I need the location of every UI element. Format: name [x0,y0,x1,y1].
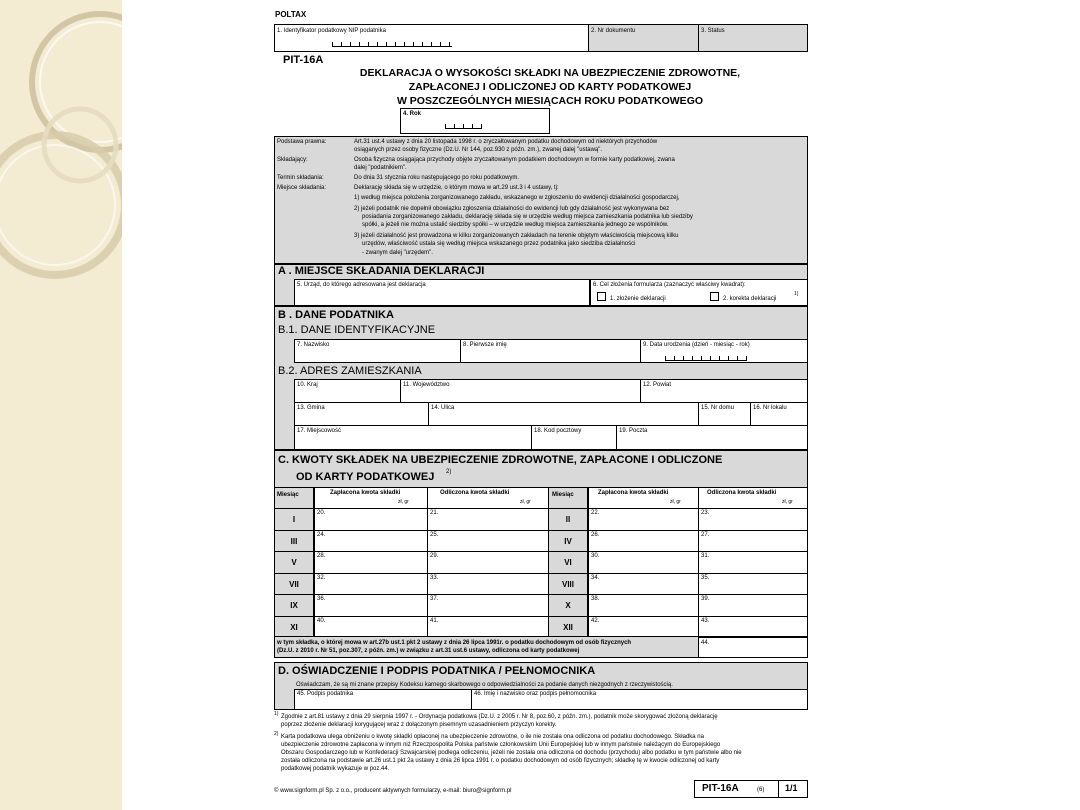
month-label-right: VI [564,558,572,567]
decorative-circles-graphic [0,0,122,810]
form-title-line-2: ZAPŁACONEJ I ODLICZONEJ OD KARTY PODATKOWEJ [408,81,692,93]
footnote-2-line-1: Karta podatkowa ulega obniżeniu o kwotę składki opłaconej na ubezpieczenie zdrowotne, o ile nie została ona odliczona od podatku dochodowego. Składka na [281,734,704,740]
paid-field-right[interactable]: 26. [591,531,600,538]
deducted-field-left[interactable]: 29. [430,553,439,559]
purpose-label: 6. Cel złożenia formularza (zaznaczyć właściwy kwadrat): [593,282,746,288]
submit-option-label: 1. złożenie deklaracji [610,296,666,302]
deducted-field-right[interactable]: 35. [701,574,710,581]
section-b1-title: B.1. DANE IDENTYFIKACYJNE [278,324,436,336]
paid-field-left[interactable]: 36. [317,596,326,602]
units-deducted-left: zł, gr [520,499,531,505]
signature-label: 45. Podpis podatnika [297,691,354,697]
birthdate-input[interactable] [665,356,747,361]
voivodeship-label: 11. Województwo [403,382,450,388]
basis-text-2: osiąganych przez osoby fizyczne (Dz.U. Nr 144, poz.930 z późn. zm.), zwanej dalej "ustawą". [354,147,603,153]
month-label-right: XII [563,622,573,632]
footnote-1-marker: 1) [274,711,279,717]
city-label: 17. Miejscowość [297,428,342,434]
decorative-side-panel [0,0,122,810]
street-label: 14. Ulica [431,405,455,411]
month-header-left: Miesiąc [277,492,299,498]
paid-field-left[interactable]: 28. [317,553,326,559]
paid-field-right[interactable]: 34. [591,574,600,581]
nip-label: 1. Identyfikator podatkowy NIP podatnika [277,28,386,34]
office-label: 5. Urząd, do którego adresowana jest deklaracja [297,282,426,288]
place-text-6: 3) jeżeli działalność jest prowadzona w kilku zorganizowanych zakładach na terenie objętym właściwością miejscową kilku [354,233,679,239]
year-box[interactable] [400,108,550,134]
footer-version: (6) [757,787,765,793]
units-paid-right: zł, gr [670,499,681,505]
system-label: POLTAX [275,10,307,19]
footnote-2-line-4: została odliczona na podstawie art.26 ust.1 pkt 2a ustawy z dnia 26 lipca 1991 r. o podatku dochodowym od osób fizycznych; składkę tę w kwocie odliczonej od karty [281,758,720,764]
statement-text: Oświadczam, że są mi znane przepisy Kodeksu karnego skarbowego o odpowiedzialności za podanie danych niezgodnych z rzeczywistością. [296,682,673,688]
place-text-5: spółki, a jeżeli nie można ustalić siedziby spółki – w urzędzie według miejsca zamieszkania jednego ze wspólników. [362,222,669,228]
section-b2-title: B.2. ADRES ZAMIESZKANIA [278,365,422,377]
section-b-title: B . DANE PODATNIKA [278,309,394,321]
tax-form-page [270,0,810,810]
month-label-right: IV [564,536,572,546]
place-text-1: Deklarację składa się w urzędzie, o którym mowa w art.29 ust.3 i 4 ustawy, tj: [354,185,559,191]
filer-label: Składający: [277,157,308,163]
place-text-3: 2) jeżeli podatnik nie dopełnił obowiązku zgłoszenia działalności do ewidencji lub gdy działalność jest wykonywana bez [354,206,670,212]
paid-field-right[interactable]: 22. [591,510,600,516]
correction-checkbox[interactable] [710,292,719,301]
form-title-line-1: DEKLARACJA O WYSOKOŚCI SKŁADKI NA UBEZPIECZENIE ZDROWOTNE, [359,67,741,79]
doc-number-label: 2. Nr dokumentu [591,28,636,34]
flat-number-label: 16. Nr lokalu [753,405,787,411]
basis-label: Podstawa prawna: [277,139,327,145]
deducted-field-right[interactable]: 27. [701,531,710,538]
deducted-field-right[interactable]: 31. [701,553,710,559]
total-text-2: (Dz.U. z 2010 r. Nr 51, poz.307, z późn. zm.) w związku z art.31 ust.6 ustawy, odliczona od karty podatkowej [277,648,580,654]
footer-form-code: PIT-16A [702,783,739,794]
address-grid [294,379,808,450]
paid-field-right[interactable]: 30. [591,553,600,559]
county-label: 12. Powiat [643,382,672,388]
contributions-table [274,487,808,637]
post-office-label: 19. Poczta [619,428,648,434]
deducted-header-left: Odliczona kwota składki [440,490,510,496]
form-title-line-3: W POSZCZEGÓLNYCH MIESIĄCACH ROKU PODATKOWEGO [396,95,704,107]
deducted-field-left[interactable]: 25. [430,531,439,538]
footnote-2-line-2: ubezpieczenie zdrowotne zapłacona w innym niż Rzeczpospolita Polska państwie członkowskim Unii Europejskiej lub w innym państwie należącym do Europejskiego [281,742,721,748]
deducted-field-left[interactable]: 41. [430,617,439,624]
basis-text-1: Art.31 ust.4 ustawy z dnia 20 listopada 1998 r. o zryczałtowanym podatku dochodowym od niektórych przychodów [354,139,658,145]
deducted-field-left[interactable]: 21. [430,510,439,516]
paid-field-left[interactable]: 24. [317,531,326,538]
month-label-left: XI [290,622,298,632]
proxy-label: 46. Imię i nazwisko oraz podpis pełnomocnika [474,691,597,697]
nip-input[interactable] [332,42,452,47]
section-c-title-1: C. KWOTY SKŁADEK NA UBEZPIECZENIE ZDROWOTNE, ZAPŁACONE I ODLICZONE [278,454,723,466]
country-label: 10. Kraj [297,382,318,388]
correction-option-label: 2. korekta deklaracji [723,296,777,302]
units-deducted-right: zł, gr [782,499,793,505]
month-header-right: Miesiąc [552,492,574,498]
total-field[interactable] [698,637,808,658]
place-text-4: posiadania zorganizowanego zakładu, deklarację składa się w urzędzie według miejsca zamieszkania podatnika lub siedziby [362,214,693,220]
paid-field-left[interactable]: 40. [317,617,326,624]
status-label: 3. Status [701,28,725,34]
postcode-label: 18. Kod pocztowy [534,428,582,434]
total-text-1: w tym składka, o której mowa w art.27b ust.1 pkt 2 ustawy z dnia 26 lipca 1991r. o podatku dochodowym od osób fizycznych [277,640,632,646]
place-text-2: 1) według miejsca położenia zorganizowanego zakładu, wskazanego w zgłoszeniu do ewidencji działalności gospodarczej, [354,195,680,201]
deducted-field-left[interactable]: 33. [430,574,439,581]
house-number-label: 15. Nr domu [701,405,735,411]
year-label: 4. Rok [403,111,422,117]
form-code: PIT-16A [283,54,324,66]
paid-field-right[interactable]: 38. [591,596,600,602]
paid-field-left[interactable]: 32. [317,574,326,581]
firstname-label: 8. Pierwsze imię [463,342,507,348]
year-input[interactable] [445,124,482,129]
deducted-field-left[interactable]: 37. [430,596,439,602]
section-d-title: D. OŚWIADCZENIE I PODPIS PODATNIKA / PEŁNOMOCNIKA [278,665,596,677]
deducted-field-right[interactable]: 43. [701,617,710,624]
commune-label: 13. Gmina [297,405,325,411]
paid-field-left[interactable]: 20. [317,510,326,516]
month-label-left: I [292,515,296,524]
footer-page-number: 1/1 [785,783,798,793]
section-a-title: A . MIEJSCE SKŁADANIA DEKLARACJI [278,265,485,277]
footnote-2-line-5: podatkowej podatnik wykazuje w poz.44. [281,766,390,772]
month-label-right: X [565,601,571,610]
deducted-header-right: Odliczona kwota składki [707,490,777,496]
birthdate-label: 9. Data urodzenia (dzień - miesiąc - rok) [643,342,750,348]
filer-text-2: dalej "podatnikiem". [354,165,407,171]
month-label-left: VII [289,579,299,589]
deducted-field-right[interactable]: 23. [701,510,710,516]
deadline-text: Do dnia 31 stycznia roku następującego po roku podatkowym. [354,175,520,181]
place-label: Miejsce składania: [277,185,327,191]
submit-checkbox[interactable] [597,292,606,301]
place-text-7: urzędów, właściwość ustala się według miejsca wskazanego przez podatnika jako siedziba działalności [362,241,636,247]
producer-credit: © www.signform.pl Sp. z o.o., producent aktywnych formularzy, e-mail: biuro@signform.pl [274,788,512,794]
footnote-2-line-3: Obszaru Gospodarczego lub w Konfederacji Szwajcarskiej podlega odliczeniu, jeżeli nie została ona odliczona od dochodu (przychodu) albo podatku w tym państwie albo nie [281,750,742,756]
month-label-right: II [565,515,571,524]
surname-label: 7. Nazwisko [297,342,330,348]
deducted-field-right[interactable]: 39. [701,596,710,602]
paid-header-right: Zapłacona kwota składki [598,490,669,496]
correction-footnote-ref: 1) [794,291,799,297]
units-paid-left: zł, gr [398,499,409,505]
filer-text-1: Osoba fizyczna osiągająca przychody objęte zryczałtowanym podatkiem dochodowym w formie karty podatkowej, zwana [354,157,675,163]
paid-header-left: Zapłacona kwota składki [330,490,401,496]
section-c-title-2: OD KARTY PODATKOWEJ [296,471,435,483]
paid-field-right[interactable]: 42. [591,617,600,624]
month-label-left: V [291,558,297,567]
deadline-label: Termin składania: [277,175,324,181]
footnote-1-line-1: Zgodnie z art.81 ustawy z dnia 29 sierpnia 1997 r. - Ordynacja podatkowa (Dz.U. z 2005 r. Nr 8, poz.60, z późn. zm.), podatnik może skorygować złożoną deklarację [281,714,718,720]
month-label-left: III [290,536,298,546]
section-c-footnote-ref: 2) [446,469,452,475]
month-label-left: IX [290,601,298,610]
footnote-2-marker: 2) [274,731,279,737]
place-text-8: - zwanym dalej "urzędem". [362,250,433,256]
month-label-right: VIII [561,579,574,589]
footnote-1-line-2: poprzez złożenie deklaracji korygującej wraz z dołączonym pisemnym uzasadnieniem przyczyn korekty. [281,722,557,728]
total-field-label: 44. [701,640,710,646]
